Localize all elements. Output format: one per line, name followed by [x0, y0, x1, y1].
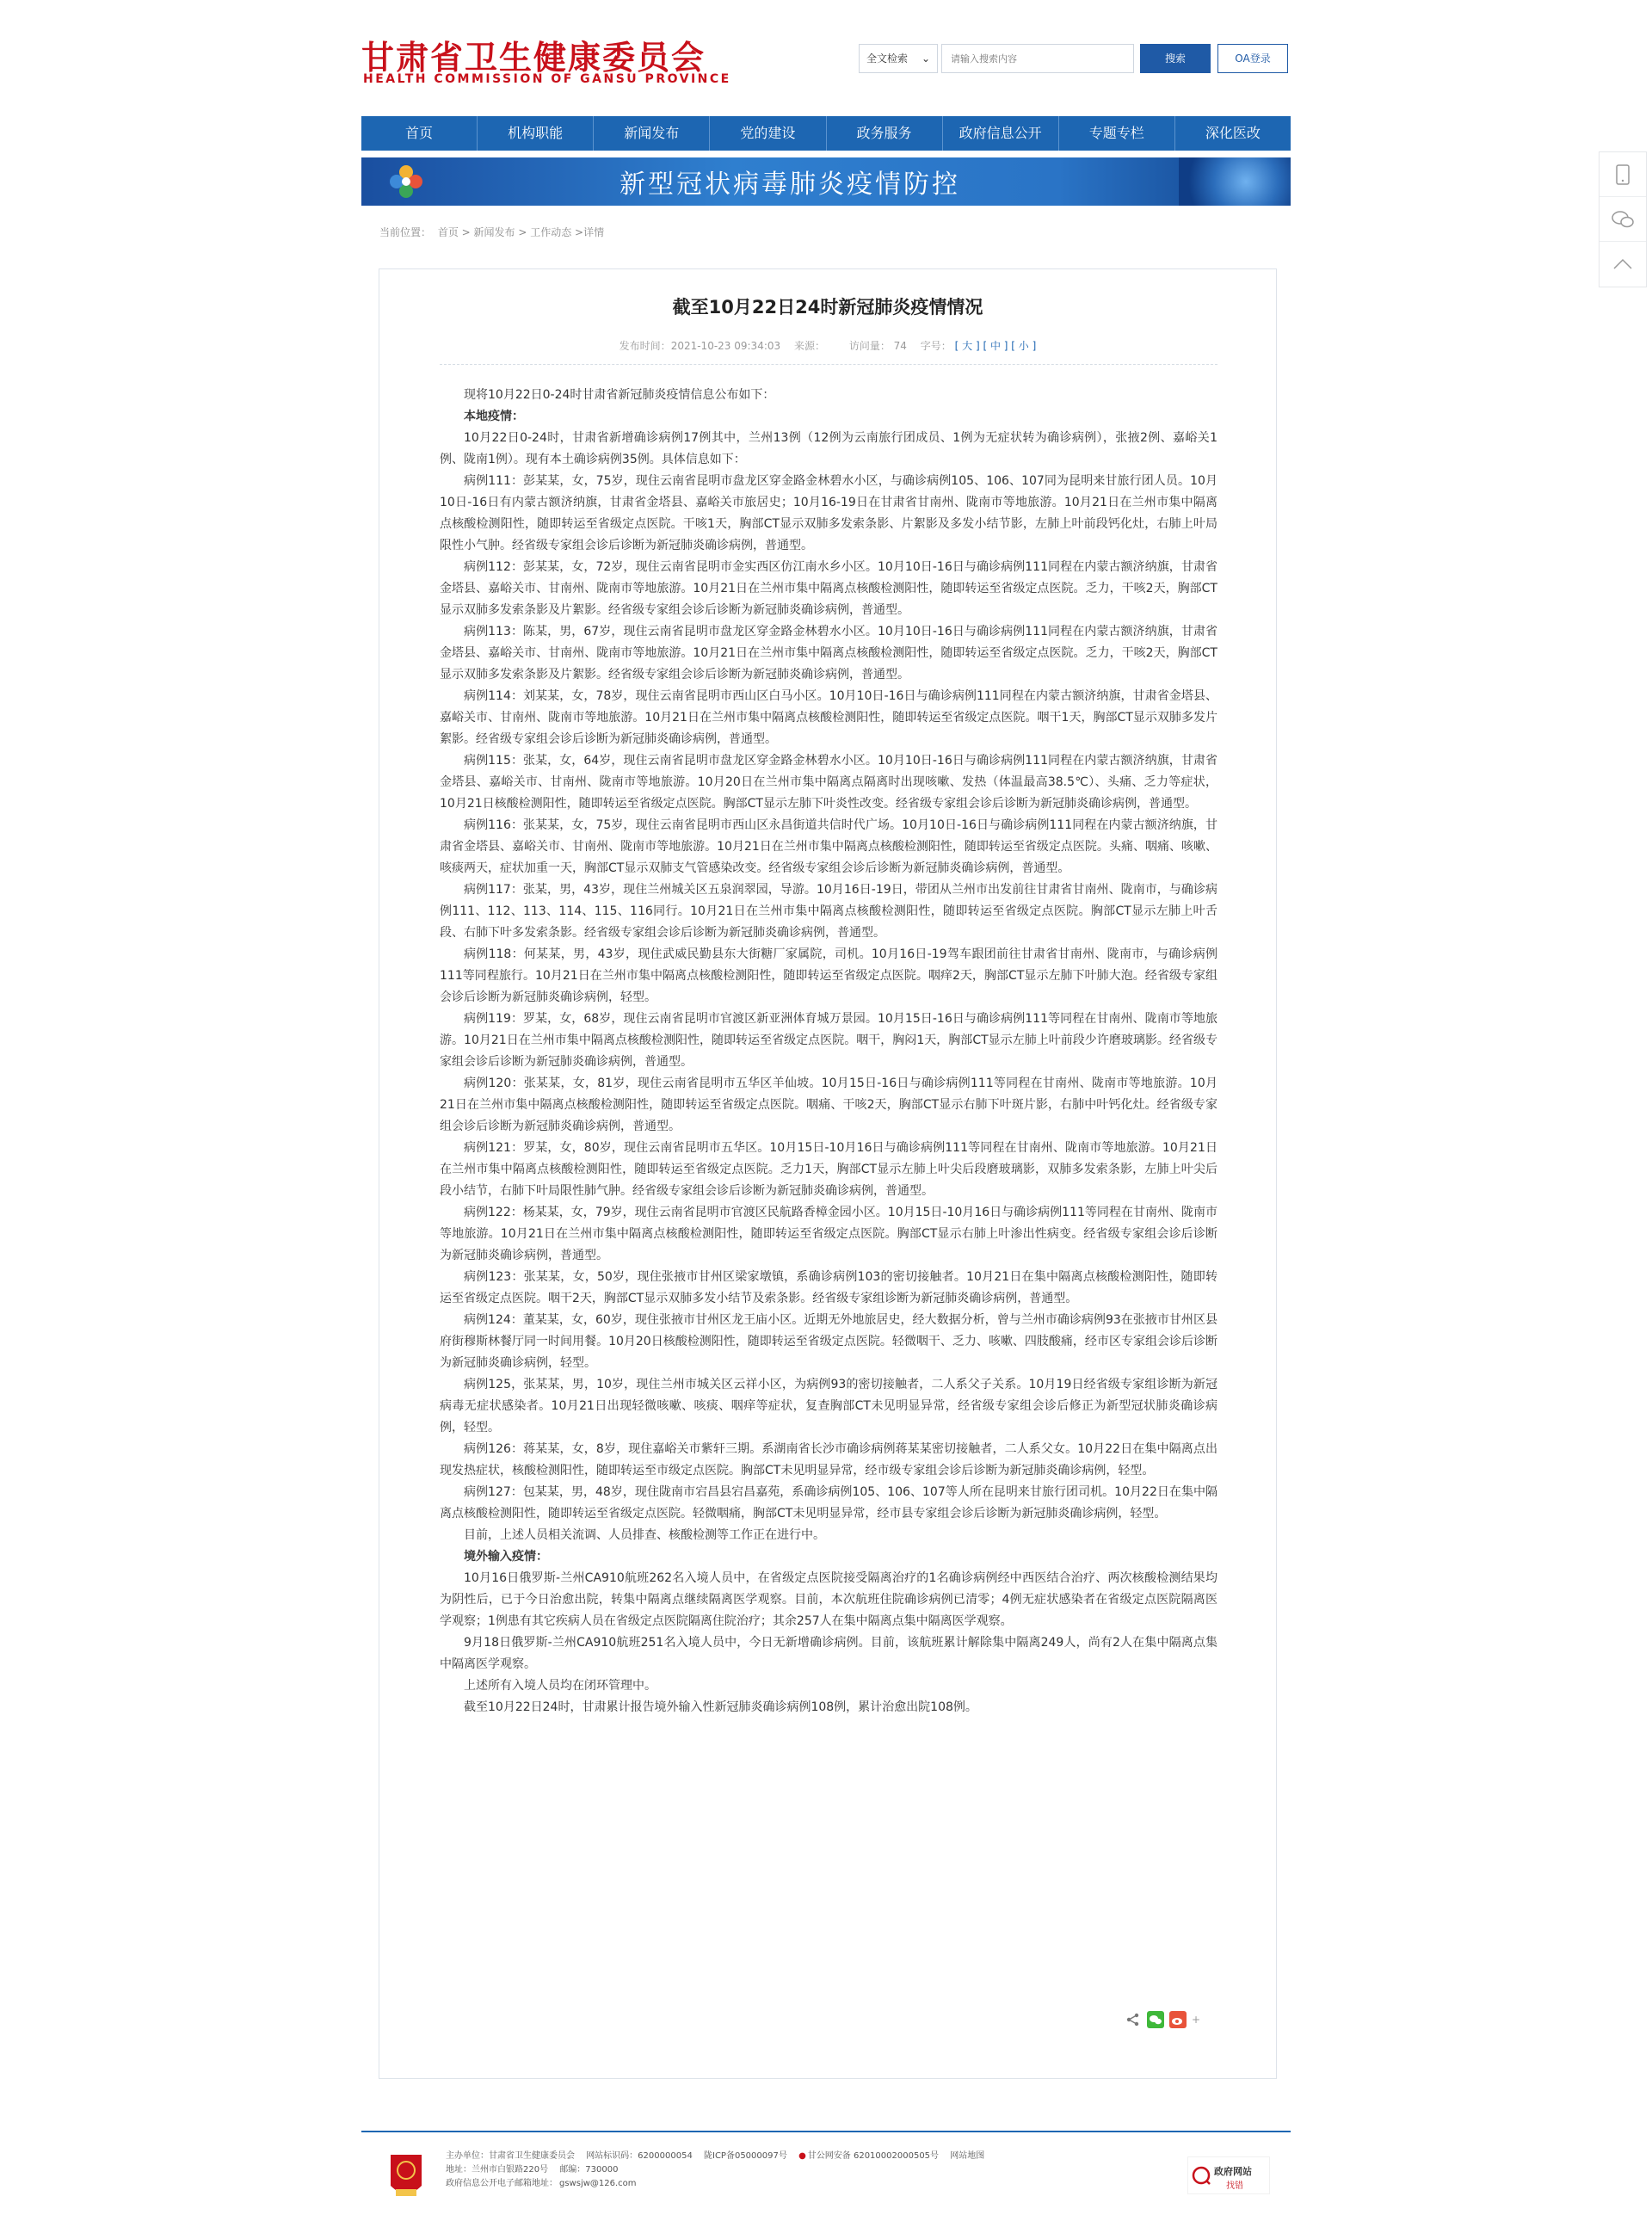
paragraph: 9月18日俄罗斯-兰州CA910航班251名入境人员中，今日无新增确诊病例。目前，该航班累计解除集中隔离249人，尚有2人在集中隔离点集中隔离医学观察。 — [440, 1636, 1217, 1671]
site-logo-en: HEALTH COMMISSION OF GANSU PROVINCE — [363, 72, 731, 86]
nav-item-disclosure[interactable]: 政府信息公开 — [943, 116, 1059, 151]
gov-badge-title: 政府网站 — [1214, 2166, 1252, 2177]
paragraph: 截至10月22日24时，甘肃累计报告境外输入性新冠肺炎确诊病例108例，累计治愈出院108例。 — [464, 1700, 977, 1714]
nav-item-topics[interactable]: 专题专栏 — [1059, 116, 1175, 151]
flower-logo-icon — [387, 163, 425, 201]
footer-sponsor: 主办单位：甘肃省卫生健康委员会 — [446, 2151, 575, 2161]
paragraph: 病例117：张某，男，43岁，现住兰州城关区五泉润翠园，导游。10月16日-19日，带团从兰州市出发前往甘肃省甘南州、陇南市，与确诊病例111、112、113、114、115、116同行。10月21日在兰州市集中隔离点核酸检测阳性，随即转运至省级定点医院。胸部CT显示左肺上叶舌段、右肺下叶多发索条影。经省级专家组会诊后诊断为新冠肺炎确诊病例，普通型。 — [440, 883, 1217, 940]
breadcrumb-label: 当前位置： — [379, 226, 432, 238]
nav-item-home[interactable]: 首页 — [361, 116, 478, 151]
weibo-share-icon[interactable] — [1169, 2011, 1187, 2028]
footer-email-label: 政府信息公开电子邮箱地址： — [446, 2179, 558, 2188]
nav-item-news[interactable]: 新闻发布 — [594, 116, 710, 151]
search-scope-label: 全文检索 — [866, 52, 909, 65]
paragraph: 病例118：何某某，男，43岁，现住武威民勤县东大街糖厂家属院，司机。10月16日-19驾车跟团前往甘肃省甘南州、陇南市，与确诊病例111等同程旅行。10月21日在兰州市集中隔离点核酸检测阳性，随即转运至省级定点医院。咽痒2天，胸部CT显示左肺下叶肺大泡。经省级专家组会诊后诊断为新冠肺炎确诊病例，轻型。 — [440, 947, 1217, 1004]
oa-login-button[interactable]: OA登录 — [1217, 44, 1288, 73]
party-emblem-icon[interactable] — [387, 2151, 425, 2203]
search-button[interactable]: 搜索 — [1140, 44, 1211, 73]
paragraph: 病例119：罗某，女，68岁，现住云南省昆明市官渡区新亚洲体育城万景园。10月15日-16日与确诊病例111等同程在甘南州、陇南市等地旅游。10月21日在兰州市集中隔离点核酸检测阳性，随即转运至省级定点医院。咽干，胸闷1天，胸部CT显示左肺上叶前段少许磨玻璃影。经省级专家组会诊后诊断为新冠肺炎确诊病例，普通型。 — [440, 1012, 1217, 1069]
paragraph: 病例123：张某某，女，50岁，现住张掖市甘州区梁家墩镇，系确诊病例103的密切接触者。10月21日在集中隔离点核酸检测阳性，随即转运至省级定点医院。咽干2天，胸部CT显示双肺多发小结节及索条影。经省级专家组诊断为新冠肺炎确诊病例，普通型。 — [440, 1270, 1217, 1305]
breadcrumb-path[interactable]: 首页 > 新闻发布 > 工作动态 >详情 — [437, 226, 605, 238]
more-share-icon[interactable]: + — [1192, 2014, 1201, 2026]
nav-item-reform[interactable]: 深化医改 — [1205, 125, 1261, 141]
paragraph: 病例115：张某，女，64岁，现住云南省昆明市盘龙区穿金路金林碧水小区。10月10日-16日与确诊病例111同程在内蒙古额济纳旗，甘肃省金塔县、嘉峪关市、甘南州、陇南市等地旅游。10月20日在兰州市集中隔离点隔离时出现咳嗽、发热（体温最高38.5℃）、头痛、乏力等症状，10月21日核酸检测阳性，随即转运至省级定点医院。胸部CT显示左肺下叶炎性改变。经省级专家组会诊后诊断为新冠肺炎确诊病例，普通型。 — [440, 754, 1217, 811]
paragraph: 病例121：罗某，女，80岁，现住云南省昆明市五华区。10月15日-10月16日与确诊病例111等同程在甘南州、陇南市等地旅游。10月21日在兰州市集中隔离点核酸检测阳性，随即转运至省级定点医院。乏力1天，胸部CT显示左肺上叶尖后段磨玻璃影，双肺多发索条影，左肺上叶尖后段小结节，右肺下叶局限性肺气肿。经省级专家组会诊后诊断为新冠肺炎确诊病例，普通型。 — [440, 1141, 1217, 1198]
covid-banner[interactable] — [361, 157, 1291, 206]
wechat-share-icon[interactable] — [1147, 2011, 1164, 2028]
footer-sitemap-link[interactable]: 网站地图 — [950, 2151, 985, 2161]
search-scope-select[interactable] — [859, 44, 938, 73]
views-count: 74 — [893, 340, 907, 352]
paragraph: 病例126：蒋某某，女，8岁，现住嘉峪关市紫轩三期。系湖南省长沙市确诊病例蒋某某密切接触者，二人系父女。10月22日在集中隔离点出现发热症状，核酸检测阳性，随即转运至市级定点医院。胸部CT未见明显异常，经市级专家组会诊后诊断为新冠肺炎确诊病例，轻型。 — [440, 1442, 1217, 1478]
site-header — [361, 31, 1291, 91]
paragraph: 病例111：彭某某，女，75岁，现住云南省昆明市盘龙区穿金路金林碧水小区，与确诊病例105、106、107同为昆明来甘旅行团人员。10月10日-16日有内蒙古额济纳旗，甘肃省金塔县、嘉峪关市旅居史；10月16-19日在甘肃省甘南州、陇南市等地旅游。10月21日在兰州市集中隔离点核酸检测阳性，随即转运至省级定点医院。干咳1天，胸部CT显示双肺多发索条影、片絮影及多发小结节影，左肺上叶前段钙化灶，右肺上叶局限性小气肿。经省级专家组会诊后诊断为新冠肺炎确诊病例，普通型。 — [440, 474, 1217, 552]
article-meta: 发布时间：2021-10-23 09:34:03 来源： 访问量： 74 字号： [ 大 ] [ 中 ] [ 小 ] — [619, 340, 1037, 352]
footer-icp[interactable]: 陇ICP备05000097号 — [704, 2151, 787, 2161]
paragraph: 病例125，张某某，男，10岁，现住兰州市城关区云祥小区，为病例93的密切接触者，二人系父子关系。10月19日经省级专家组诊断为新冠病毒无症状感染者。10月21日出现轻微咳嗽、咳痰、咽痒等症状，复查胸部CT未见明显异常，经省级专家组会诊后修正为新型冠状肺炎确诊病例，轻型。 — [440, 1378, 1217, 1434]
gov-badge-icon — [1192, 2166, 1211, 2185]
publish-label: 发布时间： — [619, 340, 671, 352]
side-toolbar — [1599, 151, 1647, 287]
gov-badge-sub: 找错 — [1226, 2181, 1243, 2191]
mobile-icon — [1614, 164, 1631, 185]
site-logo-cn[interactable]: 甘肃省卫生健康委员会 — [361, 39, 706, 77]
section-heading-local: 本地疫情： — [464, 410, 524, 423]
font-size-label: 字号： — [920, 340, 952, 352]
search-input[interactable] — [941, 44, 1134, 73]
paragraph: 上述所有入境人员均在闭环管理中。 — [464, 1679, 656, 1693]
font-medium-button[interactable]: 中 — [989, 340, 1001, 352]
font-large-button[interactable]: 大 — [962, 340, 973, 352]
share-icon[interactable] — [1125, 2011, 1142, 2028]
site-footer — [361, 2131, 1291, 2221]
paragraph: 病例127：包某某，男，48岁，现住陇南市宕昌县宕昌嘉苑，系确诊病例105、106、107等人所在昆明来甘旅行团司机。10月22日在集中隔离点核酸检测阳性，随即转运至省级定点医院。轻微咽痛，胸部CT未见明显异常，经市县专家组会诊后诊断为新冠肺炎确诊病例，轻型。 — [440, 1485, 1217, 1521]
main-nav — [361, 116, 1291, 151]
paragraph: 病例113：陈某，男，67岁，现住云南省昆明市盘龙区穿金路金林碧水小区。10月10日-16日与确诊病例111同程在内蒙古额济纳旗，甘肃省金塔县、嘉峪关市、甘南州、陇南市等地旅游。10月21日在兰州市集中隔离点核酸检测阳性，随即转运至省级定点医院。乏力，干咳2天，胸部CT显示双肺多发索条影及片絮影。经省级专家组会诊后诊断为新冠肺炎确诊病例，普通型。 — [440, 625, 1217, 682]
paragraph: 病例124：董某某，女，60岁，现住张掖市甘州区龙王庙小区。近期无外地旅居史，经大数据分析，曾与兰州市确诊病例93在张掖市甘州区县府街穆斯林餐厅同一时间用餐。10月20日核酸检测阳性，随即转运至省级定点医院。轻微咽干、乏力、咳嗽、四肢酸痛，经市区专家组会诊后诊断为新冠肺炎确诊病例，轻型。 — [440, 1313, 1217, 1370]
nav-item-services[interactable]: 政务服务 — [827, 116, 943, 151]
paragraph: 病例116：张某某，女，75岁，现住云南省昆明市西山区永昌街道共信时代广场。10月10日-16日与确诊病例111同程在内蒙古额济纳旗，甘肃省金塔县、嘉峪关市、甘南州、陇南市等地旅游。10月21日在兰州市集中隔离点核酸检测阳性，随即转运至省级定点医院。头痛、咽痛、咳嗽、咳痰两天，症状加重一天，胸部CT显示双肺支气管感染改变。经省级专家组会诊后诊断为新冠肺炎确诊病例，普通型。 — [440, 818, 1217, 875]
footer-police-record[interactable]: 甘公网安备 62010002000505号 — [807, 2151, 940, 2161]
chevron-up-icon — [1612, 258, 1633, 270]
views-label: 访问量： — [848, 340, 891, 352]
paragraph: 病例120：张某某，女，81岁，现住云南省昆明市五华区羊仙坡。10月15日-16日与确诊病例111等同程在甘南州、陇南市等地旅游。10月21日在兰州市集中隔离点核酸检测阳性，随即转运至省级定点医院。咽痛、干咳2天，胸部CT显示右肺下叶斑片影，右肺中叶钙化灶。经省级专家组会诊后诊断为新冠肺炎确诊病例，普通型。 — [440, 1077, 1217, 1133]
paragraph: 病例112：彭某某，女，72岁，现住云南省昆明市金实西区仿江南水乡小区。10月10日-16日与确诊病例111同程在内蒙古额济纳旗，甘肃省金塔县、嘉峪关市、甘南州、陇南市等地旅游。10月21日在兰州市集中隔离点核酸检测阳性，随即转运至省级定点医院。乏力，干咳2天，胸部CT显示双肺多发索条影及片絮影。经省级专家组会诊后诊断为新冠肺炎确诊病例，普通型。 — [440, 560, 1217, 617]
breadcrumb — [379, 225, 607, 239]
footer-site-id: 网站标识码：6200000054 — [586, 2151, 693, 2161]
paragraph: 10月16日俄罗斯-兰州CA910航班262名入境人员中，在省级定点医院接受隔离治疗的1名确诊病例经中西医结合治疗、两次核酸检测结果均为阴性后，已于今日治愈出院，转集中隔离点继续隔离医学观察。目前，本次航班住院确诊病例已清零；4例无症状感染者在省级定点医院隔离医学观察；1例患有其它疾病人员在省级定点医院隔离住院治疗；其余257人在集中隔离点集中隔离医学观察。 — [440, 1571, 1217, 1628]
wechat-icon — [1611, 210, 1635, 229]
article-container — [379, 268, 1277, 2079]
chevron-down-icon: ⌄ — [921, 52, 930, 65]
nav-item-party[interactable]: 党的建设 — [710, 116, 826, 151]
banner-title: 新型冠状病毒肺炎疫情防控 — [620, 170, 960, 200]
section-heading-imported: 境外输入疫情： — [464, 1550, 548, 1564]
gov-site-error-badge[interactable] — [1187, 2156, 1270, 2194]
footer-postcode: 邮编：730000 — [559, 2165, 619, 2175]
mobile-version-button[interactable] — [1600, 152, 1646, 197]
share-bar — [1125, 2008, 1200, 2032]
source-label: 来源： — [793, 340, 825, 352]
font-small-button[interactable]: 小 — [1018, 340, 1029, 352]
wechat-button[interactable] — [1600, 197, 1646, 242]
back-to-top-button[interactable] — [1600, 242, 1646, 287]
paragraph: 目前，上述人员相关流调、人员排查、核酸检测等工作正在进行中。 — [464, 1528, 825, 1542]
nav-item-functions[interactable]: 机构职能 — [478, 116, 594, 151]
meta-divider — [440, 364, 1217, 365]
footer-info — [446, 2150, 993, 2191]
paragraph: 10月22日0-24时，甘肃省新增确诊病例17例其中，兰州13例（12例为云南旅行团成员、1例为无症状转为确诊病例），张掖2例、嘉峪关1例、陇南1例）。现有本土确诊病例35例。具体信息如下： — [440, 431, 1217, 466]
footer-email[interactable]: gswsjw@126.com — [559, 2179, 637, 2188]
publish-time: 2021-10-23 09:34:03 — [670, 340, 781, 352]
footer-address: 地址：兰州市白银路220号 — [446, 2165, 549, 2175]
police-badge-icon: ● — [798, 2151, 806, 2161]
paragraph: 病例114：刘某某，女，78岁，现住云南省昆明市西山区白马小区。10月10日-16日与确诊病例111同程在内蒙古额济纳旗，甘肃省金塔县、嘉峪关市、甘南州、陇南市等地旅游。10月21日在兰州市集中隔离点核酸检测阳性，随即转运至省级定点医院。咽干1天，胸部CT显示双肺多发片絮影。经省级专家组会诊后诊断为新冠肺炎确诊病例，普通型。 — [440, 689, 1217, 746]
article-body — [440, 385, 1217, 1718]
paragraph: 现将10月22日0-24时甘肃省新冠肺炎疫情信息公布如下： — [464, 388, 775, 402]
virus-illustration — [1179, 157, 1291, 206]
paragraph: 病例122：杨某某，女，79岁，现住云南省昆明市官渡区民航路香樟金园小区。10月15日-10月16日与确诊病例111等同程在甘南州、陇南市等地旅游。10月21日在兰州市集中隔离点核酸检测阳性，随即转运至省级定点医院。胸部CT显示右肺上叶渗出性病变。经省级专家组会诊后诊断为新冠肺炎确诊病例，普通型。 — [440, 1206, 1217, 1262]
article-title: 截至10月22日24时新冠肺炎疫情情况 — [672, 297, 983, 318]
